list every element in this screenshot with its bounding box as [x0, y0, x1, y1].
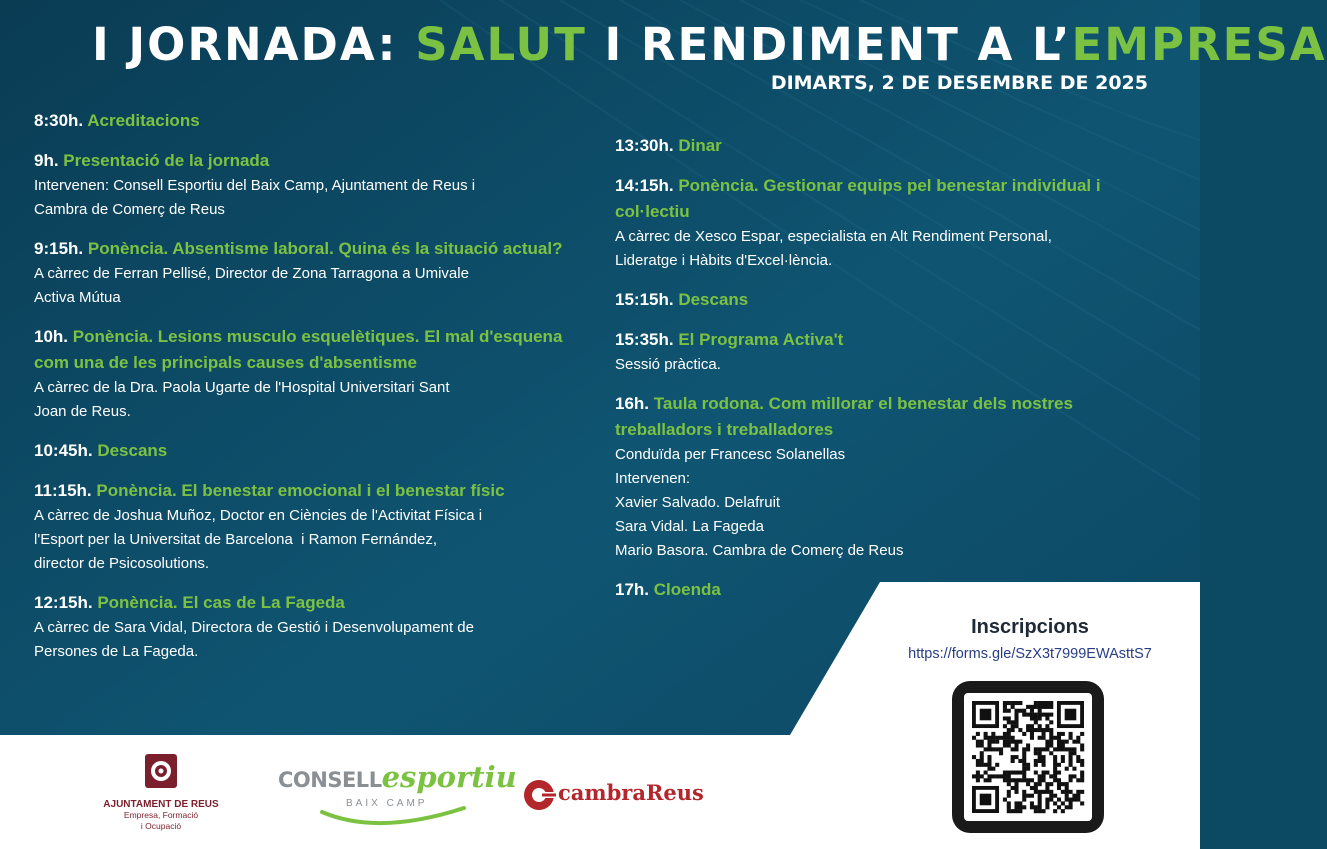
- agenda-time: 8:30h.: [34, 111, 84, 130]
- agenda-item-heading: [34, 590, 594, 616]
- ce-swoosh-icon: [318, 806, 468, 832]
- agenda-item: [34, 478, 594, 576]
- agenda-title: Taula rodona. Com millorar el benestar dels nostres treballadors i treballadores: [615, 394, 1073, 439]
- agenda-item: [615, 133, 1145, 159]
- agenda-time: 12:15h.: [34, 593, 93, 612]
- agenda-description-line: director de Psicosolutions.: [34, 555, 210, 572]
- agenda-item: [615, 327, 1145, 377]
- ce-logo-part3: BAIX CAMP: [346, 798, 428, 809]
- agenda-description-line: Conduïda per Francesc Solanellas: [615, 446, 846, 463]
- agenda-item-heading: [34, 438, 594, 464]
- agenda-item-heading: [615, 133, 1145, 159]
- program-right-column: [615, 133, 1145, 617]
- cambra-reus-logo: [522, 776, 722, 816]
- agenda-description: [34, 262, 594, 310]
- agenda-description: [34, 174, 594, 222]
- agenda-time: 15:35h.: [615, 330, 674, 349]
- agenda-title: Ponència. El cas de La Fageda: [97, 593, 345, 612]
- reus-logo-sub1: Empresa, Formació: [123, 810, 199, 820]
- consell-esportiu-logo: [278, 760, 517, 832]
- agenda-item: [34, 236, 594, 310]
- agenda-description: [615, 443, 1145, 563]
- agenda-description-line: Intervenen:: [615, 470, 691, 487]
- agenda-description-line: Sara Vidal. La Fageda: [615, 518, 764, 535]
- program-left-column: [34, 108, 594, 678]
- agenda-time: 10h.: [34, 327, 69, 346]
- agenda-description-line: A càrrec de la Dra. Paola Ugarte de l'Hospital Universitari Sant: [34, 379, 450, 396]
- agenda-title: Ponència. Lesions musculo esquelètiques. El mal d'esquena com una de les principals causes d'absentisme: [34, 327, 563, 372]
- agenda-item: [34, 590, 594, 664]
- agenda-item-heading: [34, 108, 594, 134]
- agenda-item-heading: [34, 324, 594, 376]
- agenda-item: [34, 148, 594, 222]
- agenda-item: [615, 577, 1145, 603]
- agenda-description: [34, 504, 594, 576]
- page-title: I JORNADA: SALUT I RENDIMENT A L’EMPRESA: [92, 18, 1327, 71]
- reus-shield-icon: [141, 752, 181, 792]
- agenda-item-heading: [34, 148, 594, 174]
- registration-link[interactable]: https://forms.gle/SzX3t7999EWAsttS7: [908, 646, 1152, 662]
- agenda-description-line: Sessió pràctica.: [615, 356, 721, 373]
- agenda-description: [34, 616, 594, 664]
- agenda-title: Cloenda: [653, 580, 721, 599]
- agenda-description-line: Persones de La Fageda.: [34, 643, 199, 660]
- agenda-description-line: A càrrec de Sara Vidal, Directora de Gestió i Desenvolupament de: [34, 619, 474, 636]
- agenda-item: [615, 391, 1145, 563]
- agenda-item: [34, 438, 594, 464]
- agenda-item: [34, 108, 594, 134]
- agenda-time: 13:30h.: [615, 136, 674, 155]
- agenda-title: Descans: [97, 441, 168, 460]
- agenda-description: [34, 376, 594, 424]
- reus-logo-name: AJUNTAMENT DE REUS: [103, 799, 219, 810]
- agenda-time: 14:15h.: [615, 176, 674, 195]
- ce-logo-part2: esportiu: [381, 760, 517, 794]
- agenda-title: Dinar: [678, 136, 722, 155]
- agenda-description: [615, 353, 1145, 377]
- agenda-title: El Programa Activa't: [678, 330, 844, 349]
- cambra-c-icon: [522, 778, 556, 812]
- agenda-item-heading: [34, 236, 594, 262]
- agenda-title: Descans: [678, 290, 749, 309]
- agenda-title: Ponència. Gestionar equips pel benestar individual i col·lectiu: [615, 176, 1101, 221]
- ce-logo-part1: CONSELL: [278, 768, 382, 792]
- agenda-time: 11:15h.: [34, 481, 92, 500]
- agenda-description-line: Lideratge i Hàbits d'Excel·lència.: [615, 252, 833, 269]
- agenda-description-line: Cambra de Comerç de Reus: [34, 201, 225, 218]
- agenda-item-heading: [615, 391, 1145, 443]
- agenda-title: Presentació de la jornada: [63, 151, 270, 170]
- agenda-description-line: A càrrec de Joshua Muñoz, Doctor en Ciències de l'Activitat Física i: [34, 507, 483, 524]
- agenda-item-heading: [615, 327, 1145, 353]
- agenda-item-heading: [615, 577, 1145, 603]
- ajuntament-reus-logo: [96, 752, 226, 832]
- agenda-description-line: l'Esport per la Universitat de Barcelona i Ramon Fernández,: [34, 531, 438, 548]
- agenda-time: 9:15h.: [34, 239, 84, 258]
- agenda-description: [615, 225, 1145, 273]
- reus-logo-sub2: i Ocupació: [140, 821, 182, 831]
- agenda-item-heading: [615, 173, 1145, 225]
- agenda-description-line: A càrrec de Ferran Pellisé, Director de Zona Tarragona a Umivale: [34, 265, 469, 282]
- agenda-time: 10:45h.: [34, 441, 93, 460]
- event-date: DIMARTS, 2 DE DESEMBRE DE 2025: [770, 72, 1148, 94]
- agenda-item: [615, 173, 1145, 273]
- agenda-description-line: Intervenen: Consell Esportiu del Baix Camp, Ajuntament de Reus i: [34, 177, 476, 194]
- agenda-time: 17h.: [615, 580, 650, 599]
- agenda-title: Ponència. Absentisme laboral. Quina és la situació actual?: [87, 239, 563, 258]
- cambra-logo-text: cambraReus: [558, 780, 704, 805]
- qr-code[interactable]: [952, 681, 1104, 833]
- agenda-time: 9h.: [34, 151, 59, 170]
- agenda-title: Ponència. El benestar emocional i el benestar físic: [96, 481, 505, 500]
- agenda-description-line: A càrrec de Xesco Espar, especialista en Alt Rendiment Personal,: [615, 228, 1052, 245]
- agenda-description-line: Mario Basora. Cambra de Comerç de Reus: [615, 542, 904, 559]
- agenda-time: 15:15h.: [615, 290, 674, 309]
- agenda-item: [34, 324, 594, 424]
- agenda-item: [615, 287, 1145, 313]
- agenda-item-heading: [34, 478, 594, 504]
- registration-title: Inscripcions: [971, 616, 1089, 638]
- agenda-description-line: Activa Mútua: [34, 289, 121, 306]
- agenda-item-heading: [615, 287, 1145, 313]
- agenda-title: Acreditacions: [87, 111, 200, 130]
- agenda-description-line: Joan de Reus.: [34, 403, 131, 420]
- agenda-time: 16h.: [615, 394, 650, 413]
- agenda-description-line: Xavier Salvado. Delafruit: [615, 494, 781, 511]
